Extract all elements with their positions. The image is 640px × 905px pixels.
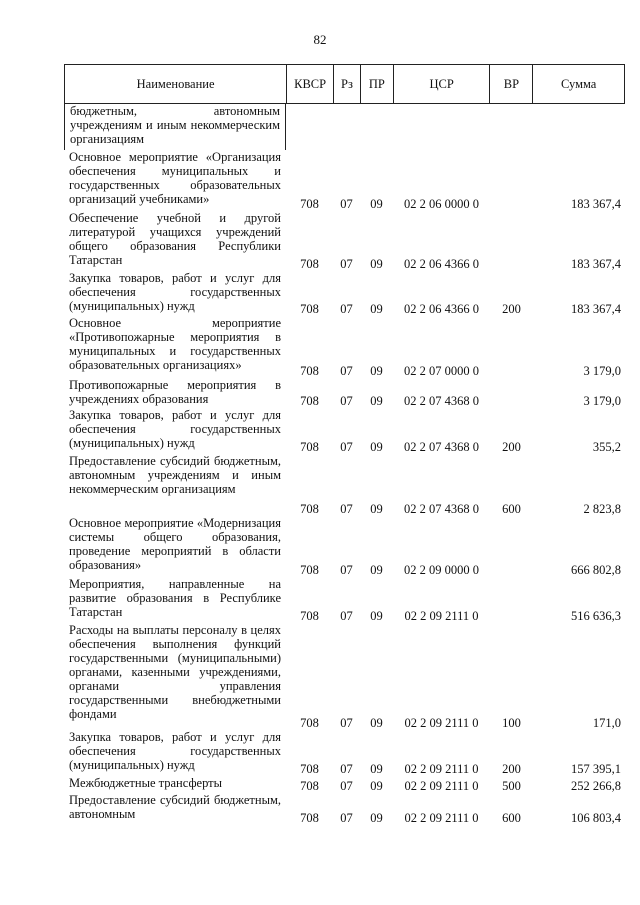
row-name: Закупка товаров, работ и услуг для обеспечения государственных (муниципальных) нужд xyxy=(69,730,281,772)
row-csr: 02 2 06 4366 0 xyxy=(404,302,479,316)
row-vr: 200 xyxy=(502,762,521,776)
row-vr: 600 xyxy=(502,502,521,516)
row-name: бюджетным, автономным учреждениям и иным некоммерческим организациям xyxy=(64,104,286,150)
row-pr: 09 xyxy=(370,502,383,516)
row-pr: 09 xyxy=(370,779,383,793)
row-rz: 07 xyxy=(340,440,353,454)
row-vr: 600 xyxy=(502,811,521,825)
row-vr xyxy=(490,316,533,378)
row-rz: 07 xyxy=(340,197,353,211)
row-name: Мероприятия, направленные на развитие образования в Республике Татарстан xyxy=(69,577,281,619)
row-rz: 07 xyxy=(340,563,353,577)
row-pr: 09 xyxy=(370,609,383,623)
row-csr: 02 2 07 4368 0 xyxy=(404,502,479,516)
table-row xyxy=(64,211,625,271)
row-name: Основное мероприятие «Противопожарные мероприятия в муниципальных и государственных образовательных организациях» xyxy=(69,316,281,372)
row-csr: 02 2 06 4366 0 xyxy=(404,257,479,271)
row-name: Расходы на выплаты персоналу в целях обеспечения выполнения функций государственными (муниципальными) органами, казенными учреждениями, органами управления государственными внебюджетными фондами xyxy=(69,623,281,721)
header-vr: ВР xyxy=(489,65,532,103)
row-sum: 183 367,4 xyxy=(571,257,621,271)
table-body xyxy=(64,104,625,825)
row-sum: 183 367,4 xyxy=(571,197,621,211)
row-csr: 02 2 09 2111 0 xyxy=(404,609,479,623)
row-name: Закупка товаров, работ и услуг для обеспечения государственных (муниципальных) нужд xyxy=(69,408,281,450)
row-kvsr: 708 xyxy=(300,609,319,623)
table-row xyxy=(64,454,625,516)
row-pr: 09 xyxy=(370,302,383,316)
row-rz: 07 xyxy=(340,762,353,776)
row-name: Предоставление субсидий бюджетным, автономным xyxy=(69,793,281,821)
row-sum: 252 266,8 xyxy=(571,779,621,793)
row-vr: 100 xyxy=(502,716,521,730)
table-row xyxy=(64,150,625,211)
row-sum: 3 179,0 xyxy=(583,394,621,408)
row-kvsr: 708 xyxy=(300,563,319,577)
table-row xyxy=(64,516,625,577)
row-kvsr: 708 xyxy=(300,716,319,730)
row-vr xyxy=(490,211,533,271)
row-kvsr: 708 xyxy=(300,502,319,516)
header-rz: Рз xyxy=(333,65,360,103)
row-csr: 02 2 09 2111 0 xyxy=(404,762,479,776)
row-rz: 07 xyxy=(340,609,353,623)
row-sum: 157 395,1 xyxy=(571,762,621,776)
row-pr: 09 xyxy=(370,563,383,577)
row-csr: 02 2 06 0000 0 xyxy=(404,197,479,211)
table-row xyxy=(64,104,625,150)
row-rz: 07 xyxy=(340,716,353,730)
row-name: Предоставление субсидий бюджетным, автономным учреждениям и иным некоммерческим организациям xyxy=(69,454,281,496)
row-vr xyxy=(490,378,533,408)
header-csr: ЦСР xyxy=(393,65,490,103)
table-row xyxy=(64,730,625,776)
row-csr: 02 2 09 0000 0 xyxy=(404,563,479,577)
row-kvsr: 708 xyxy=(300,811,319,825)
header-sum: Сумма xyxy=(532,65,624,103)
row-name: Закупка товаров, работ и услуг для обеспечения государственных (муниципальных) нужд xyxy=(69,271,281,313)
row-csr: 02 2 07 0000 0 xyxy=(404,364,479,378)
table-row xyxy=(64,793,625,825)
row-sum: 106 803,4 xyxy=(571,811,621,825)
row-name: Основное мероприятие «Модернизация системы общего образования, проведение мероприятий в области образования» xyxy=(69,516,281,572)
table-row xyxy=(64,577,625,623)
row-pr: 09 xyxy=(370,197,383,211)
row-rz: 07 xyxy=(340,811,353,825)
row-name: Противопожарные мероприятия в учреждениях образования xyxy=(69,378,281,406)
table-row xyxy=(64,378,625,408)
row-kvsr: 708 xyxy=(300,197,319,211)
row-csr: 02 2 07 4368 0 xyxy=(404,394,479,408)
row-vr: 200 xyxy=(502,440,521,454)
row-rz: 07 xyxy=(340,364,353,378)
row-csr: 02 2 09 2111 0 xyxy=(404,779,479,793)
table-row xyxy=(64,271,625,316)
row-pr: 09 xyxy=(370,257,383,271)
row-kvsr: 708 xyxy=(300,257,319,271)
row-name: Обеспечение учебной и другой литературой учащихся учреждений общего образования Республики Татарстан xyxy=(69,211,281,267)
row-sum: 2 823,8 xyxy=(583,502,621,516)
row-rz: 07 xyxy=(340,779,353,793)
row-rz: 07 xyxy=(340,394,353,408)
row-kvsr: 708 xyxy=(300,394,319,408)
row-vr: 500 xyxy=(502,779,521,793)
header-pr: ПР xyxy=(360,65,393,103)
row-sum: 3 179,0 xyxy=(583,364,621,378)
row-pr: 09 xyxy=(370,364,383,378)
row-name: Основное мероприятие «Организация обеспечения муниципальных и государственных образовательных организаций учебниками» xyxy=(69,150,281,206)
row-csr: 02 2 09 2111 0 xyxy=(404,716,479,730)
row-kvsr: 708 xyxy=(300,440,319,454)
row-kvsr: 708 xyxy=(300,364,319,378)
row-rz: 07 xyxy=(340,302,353,316)
table-row xyxy=(64,776,625,793)
row-vr xyxy=(490,150,533,211)
header-kvsr: КВСР xyxy=(286,65,333,103)
row-pr: 09 xyxy=(370,440,383,454)
header-name: Наименование xyxy=(136,76,215,91)
table-row xyxy=(64,408,625,454)
row-pr: 09 xyxy=(370,716,383,730)
row-pr: 09 xyxy=(370,394,383,408)
row-vr xyxy=(490,516,533,577)
row-sum: 171,0 xyxy=(592,716,621,730)
table-header xyxy=(64,64,625,104)
row-csr: 02 2 07 4368 0 xyxy=(404,440,479,454)
row-csr: 02 2 09 2111 0 xyxy=(404,811,479,825)
row-rz: 07 xyxy=(340,502,353,516)
row-pr: 09 xyxy=(370,811,383,825)
row-kvsr: 708 xyxy=(300,302,319,316)
row-pr: 09 xyxy=(370,762,383,776)
row-rz: 07 xyxy=(340,257,353,271)
row-kvsr: 708 xyxy=(300,762,319,776)
row-sum: 355,2 xyxy=(592,440,621,454)
row-sum: 516 636,3 xyxy=(571,609,621,623)
table-row xyxy=(64,316,625,378)
row-name: Межбюджетные трансферты xyxy=(69,776,223,790)
page-number: 82 xyxy=(313,32,327,47)
row-sum: 666 802,8 xyxy=(571,563,621,577)
row-kvsr: 708 xyxy=(300,779,319,793)
table-row xyxy=(64,623,625,730)
row-vr: 200 xyxy=(502,302,521,316)
row-vr xyxy=(490,577,533,623)
row-sum: 183 367,4 xyxy=(571,302,621,316)
